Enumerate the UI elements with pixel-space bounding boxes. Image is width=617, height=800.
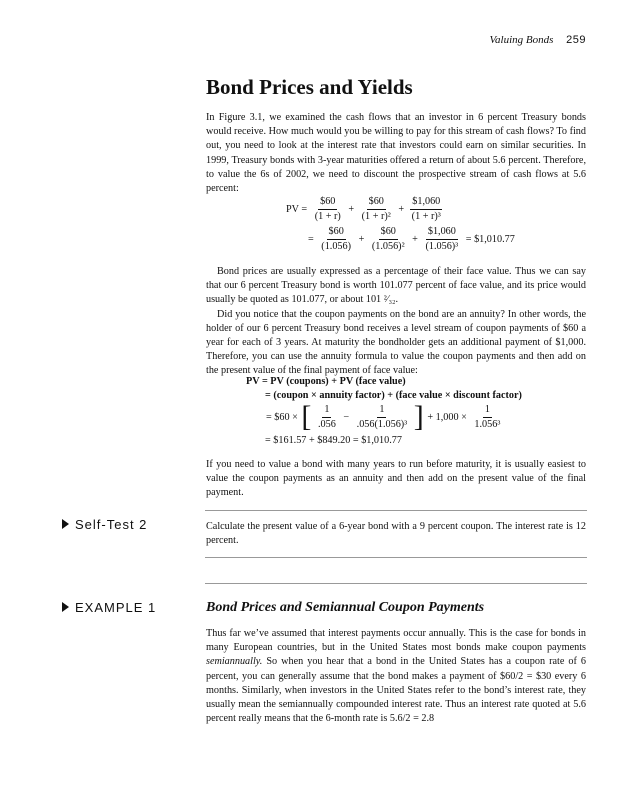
fraction-3	[472, 404, 502, 431]
equals-sign: =	[308, 234, 314, 245]
paragraph-intro	[206, 111, 586, 196]
paragraph-face-value	[206, 265, 586, 379]
plus-sign: +	[412, 234, 418, 245]
fraction-1	[313, 196, 343, 223]
coupon-term: = $60 ×	[266, 411, 298, 423]
denominator: 1.056³	[474, 418, 501, 430]
plus-sign: +	[348, 204, 355, 215]
equation-pv-general	[285, 196, 445, 223]
divider	[205, 557, 587, 558]
fraction-1	[316, 404, 338, 431]
paragraph-1: In Figure 3.1, we examined the cash flows that an investor in 6 percent Treasury bonds would receive. How much would you be willing to pay for this stream of cash flows? To find out, you need to look at the interest rate that investors could earn on similar securities. In 1999, Treasury bonds with 3-year maturities offered a return of about 5.6 percent. Therefore, to value the 6s of 2002, we need to discount the prospective stream of cash flows at 5.6 percent:	[206, 112, 586, 195]
triangle-bullet-icon	[62, 519, 69, 529]
plus-sign: +	[358, 234, 365, 245]
self-test-label-text: Self-Test 2	[75, 517, 148, 532]
paragraph-3: Did you notice that the coupon payments on the bond are an annuity? In other words, the holder of our 6 percent Treasury bond receives a level stream of coupon payments of $60 a year for each of 3 years. At maturity the bondholder gets an additional payment of $1,000. Therefore, you can use the annuity formula to value the coupon payments and then add on the present value of the final payment of face value:	[206, 308, 586, 377]
self-test-label	[62, 517, 147, 532]
example-label-text: EXAMPLE 1	[75, 600, 157, 615]
self-test-text: Calculate the present value of a 6-year bond with a 9 percent coupon. The interest rate is 12 percent.	[206, 521, 586, 547]
example-title: Bond Prices and Semiannual Coupon Payments	[206, 600, 485, 615]
fraction-1	[319, 226, 353, 253]
denominator: (1.056)²	[371, 241, 405, 252]
denominator: (1 + r)³	[411, 211, 441, 222]
left-bracket: [	[301, 400, 312, 433]
self-test-question	[206, 520, 586, 548]
numerator: $60	[367, 196, 386, 210]
face-value-term: + 1,000 ×	[427, 411, 467, 423]
equation-pv-components: PV = PV (coupons) + PV (face value)	[246, 376, 406, 387]
numerator: 1	[377, 404, 386, 418]
equation-pv-numeric	[307, 226, 516, 253]
fraction-2	[370, 226, 407, 253]
denominator: (1.056)	[321, 241, 352, 252]
denominator: (1 + r)	[314, 211, 341, 222]
equation-pv-factors: = (coupon × annuity factor) + (face value × discount factor)	[265, 390, 522, 401]
denominator: (1 + r)²	[361, 211, 391, 222]
example-text-part: Thus far we’ve assumed that interest payments occur annually. This is the case for bonds in many European countries, but in the United States most bonds make coupon payments	[206, 628, 586, 654]
plus-sign: +	[398, 204, 405, 215]
fraction-2	[355, 404, 410, 431]
minus-sign: −	[343, 411, 350, 423]
denominator: .056	[317, 418, 336, 430]
divider	[205, 583, 587, 584]
section-heading: Bond Prices and Yields	[206, 75, 413, 99]
numerator: $60	[379, 226, 398, 240]
numerator: $60	[318, 196, 337, 210]
section-title: Valuing Bonds	[489, 34, 554, 46]
example-text-part: So when you hear that a bond in the United States has a coupon rate of 6 percent, you can generally assume that the bond makes a payment of $60/2 = $30 every 6 months. Similarly, when investors in the United States refer to the bond’s interest rate, they usually mean the semiannually compounded interest rate. Thus an interest rate quoted at 5.6 percent really means that the 6-month rate is 5.6/2 = 2.8	[206, 656, 586, 725]
example-emphasis: semiannually.	[206, 656, 263, 668]
numerator: $1,060	[410, 196, 442, 210]
fraction-3	[423, 226, 460, 253]
pv-label: PV =	[286, 204, 308, 215]
page-number: 259	[566, 34, 586, 46]
numerator: $60	[327, 226, 346, 240]
numerator: $1,060	[426, 226, 458, 240]
example-label	[62, 600, 156, 615]
denominator: .056(1.056)³	[356, 418, 408, 430]
paragraph-2: Bond prices are usually expressed as a percentage of their face value. Thus we can say that our 6 percent Treasury bond is worth 101.077 percent of face value, and its price would usually be quoted as 101.077, or about 101 ²⁄₃₂.	[206, 266, 586, 306]
triangle-bullet-icon	[62, 602, 69, 612]
example-body	[206, 627, 586, 726]
example-paragraph	[206, 627, 586, 726]
numerator: 1	[483, 404, 492, 418]
fraction-3	[410, 196, 443, 223]
equation-pv-result: = $161.57 + $849.20 = $1,010.77	[265, 435, 402, 446]
result: = $1,010.77	[465, 234, 515, 245]
numerator: 1	[322, 404, 331, 418]
denominator: (1.056)³	[425, 241, 459, 252]
paragraph-4: If you need to value a bond with many years to run before maturity, it is usually easiest to value the coupon payments as an annuity and then add on the present value of the final payment.	[206, 459, 586, 499]
running-head	[490, 34, 586, 46]
divider	[205, 510, 587, 511]
fraction-2	[360, 196, 393, 223]
equation-pv-annuity	[265, 402, 504, 432]
right-bracket: ]	[413, 400, 424, 433]
paragraph-annuity-tip	[206, 458, 586, 501]
